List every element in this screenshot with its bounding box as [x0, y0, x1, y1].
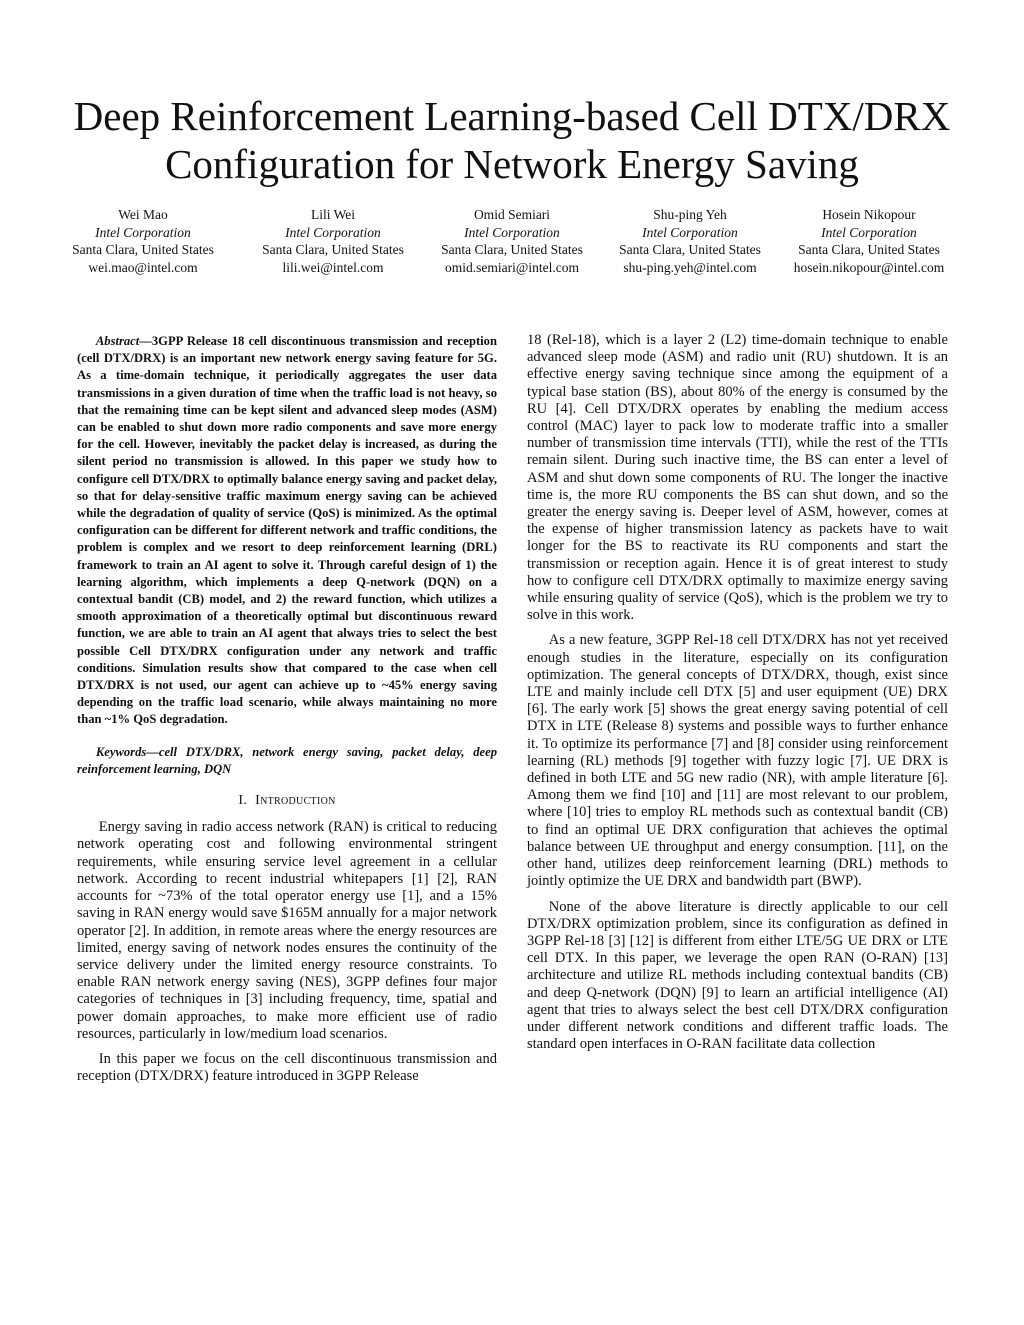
- author-affiliation: Intel Corporation: [464, 224, 560, 240]
- keywords: Keywords—cell DTX/DRX, network energy saving, packet delay, deep reinforcement learning, DQN: [77, 744, 497, 776]
- author-name: Shu-ping Yeh: [653, 207, 727, 222]
- author-block: [779, 206, 959, 276]
- body-paragraph: In this paper we focus on the cell discontinuous transmission and reception (DTX/DRX) feature introduced in 3GPP Release: [77, 1050, 497, 1085]
- left-column: [77, 333, 497, 1085]
- section-number: I.: [238, 793, 248, 809]
- author-affiliation: Intel Corporation: [821, 224, 917, 240]
- author-block: [243, 206, 423, 276]
- body-paragraph: 18 (Rel-18), which is a layer 2 (L2) time-domain technique to enable advanced sleep mode (ASM) and radio unit (RU) shutdown. It is an effective energy saving technique since among the equipment of a typical base station (BS), about 80% of the energy is consumed by the RU [4]. Cell DTX/DRX operates by enabling the medium access control (MAC) layer to pack low to moderate traffic into a smaller number of transmission time intervals (TTI), while the rest of the TTIs remain silent. During such inactive time, the BS can enter a level of ASM and shut down some components of RU. The longer the inactive time is, the more RU components the BS can shut down, and so the greater the energy saving is. Deeper level of ASM, however, comes at the expense of higher transmission latency as packets have to wait longer for the BS to reactivate its RU components and start the transmission or reception again. Hence it is of great interest to study how to configure cell DTX/DRX optimally to maximize energy saving while ensuring quality of service (QoS), which is the problem we try to solve in this work.: [527, 332, 948, 624]
- author-email: shu-ping.yeh@intel.com: [623, 259, 757, 275]
- author-block: [422, 206, 602, 276]
- author-affiliation: Intel Corporation: [285, 224, 381, 240]
- author-email: wei.mao@intel.com: [88, 259, 198, 275]
- author-name: Omid Semiari: [473, 207, 551, 222]
- paper-title: [40, 92, 984, 188]
- author-location: Santa Clara, United States: [798, 242, 940, 257]
- author-block: [600, 206, 780, 276]
- section-heading: [77, 792, 497, 809]
- author-location: Santa Clara, United States: [441, 242, 583, 257]
- author-location: Santa Clara, United States: [72, 242, 214, 257]
- right-column: [527, 332, 948, 1053]
- paper-title-line-2: Configuration for Network Energy Saving: [165, 141, 859, 187]
- author-name: Wei Mao: [118, 207, 168, 222]
- paper-title-line-1: Deep Reinforcement Learning-based Cell DTX/DRX: [73, 93, 951, 139]
- abstract-body: 3GPP Release 18 cell discontinuous transmission and reception (cell DTX/DRX) is an important new network energy saving feature for 5G. As a time-domain technique, it periodically aggregates the user data transmissions in a given duration of time when the traffic load is not heavy, so that the remaining time can be kept silent and advanced sleep modes (ASM) can be enabled to shut down more radio components and save more energy for the cell. However, inevitably the packet delay is increased, as during the silent period no transmission is allowed. In this paper we study how to configure cell DTX/DRX to optimally balance energy saving and packet delay, so that for delay-sensitive traffic maximum energy saving can be achieved while the degradation of quality of service (QoS) is minimized. As the optimal configuration can be different for different network and traffic conditions, the problem is complex and we resort to deep reinforcement learning (DRL) framework to train an AI agent to solve it. Through careful design of 1) the learning algorithm, which implements a deep Q-network (DQN) on a contextual bandit (CB) model, and 2) the reward function, which utilizes a smooth approximation of a theoretically optimal but discontinuous reward function, we are able to train an AI agent that always tries to select the best possible Cell DTX/DRX configuration under any network and traffic conditions. Simulation results show that compared to the case when cell DTX/DRX is not used, our agent can achieve up to ~45% energy saving depending on the traffic load scenario, while always maintaining no more than ~1% QoS degradation.: [77, 334, 497, 727]
- author-name: Lili Wei: [310, 207, 356, 222]
- abstract: [77, 333, 497, 729]
- author-name: Hosein Nikopour: [822, 207, 916, 222]
- author-email: omid.semiari@intel.com: [445, 259, 579, 275]
- author-block: [53, 206, 233, 276]
- author-location: Santa Clara, United States: [619, 242, 761, 257]
- author-email: hosein.nikopour@intel.com: [793, 259, 945, 275]
- body-paragraph: As a new feature, 3GPP Rel-18 cell DTX/DRX has not yet received enough studies in the literature, especially on its configuration optimization. The general concepts of DTX/DRX, though, exist since LTE and mainly include cell DTX [5] and user equipment (UE) DRX [6]. The early work [5] shows the great energy saving potential of cell DTX in LTE (Release 8) systems and possible ways to further enhance it. To optimize its performance [7] and [8] consider using reinforcement learning (RL) methods [9] together with fuzzy logic [7]. UE DRX is defined in both LTE and 5G new radio (NR), with ample literature [6]. Among them we find [10] and [11] are most relevant to our problem, where [10] tries to employ RL methods such as contextual bandit (CB) to find an optimal UE DRX configuration that achieves the optimal balance between UE throughput and energy consumption. [11], on the other hand, utilizes deep reinforcement learning (DRL) methods to jointly optimize the UE DRX and bandwidth part (BWP).: [527, 632, 948, 890]
- section-title: Introduction: [255, 793, 336, 809]
- author-affiliation: Intel Corporation: [642, 224, 738, 240]
- body-paragraph: Energy saving in radio access network (RAN) is critical to reducing network operating cost and following environmental stringent requirements, while ensuring service level agreement in a cellular network. According to recent industrial whitepapers [1] [2], RAN accounts for ~73% of the total operator energy use [1], and a 15% saving in RAN energy would save $165M annually for a major network operator [2]. In addition, in remote areas where the energy resources are limited, energy saving of network nodes ensures the continuity of the service delivery under the limited energy resource constraints. To enable RAN network energy saving (NES), 3GPP defines four major categories of techniques in [3] including frequency, time, spatial and power domain approaches, to make more efficient use of radio resources, particularly in low/medium load scenarios.: [77, 819, 497, 1042]
- body-paragraph: None of the above literature is directly applicable to our cell DTX/DRX optimization problem, since its configuration as defined in 3GPP Rel-18 [3] [12] is different from either LTE/5G UE DRX or LTE cell DTX. In this paper, we leverage the open RAN (O-RAN) [13] architecture and utilize RL methods including contextual bandits (CB) and deep Q-network (DQN) [9] to learn an artificial intelligence (AI) agent that tries to always select the best cell DTX/DRX configuration under different network conditions and different traffic loads. The standard open interfaces in O-RAN facilitate data collection: [527, 898, 948, 1053]
- author-location: Santa Clara, United States: [262, 242, 404, 257]
- author-email: lili.wei@intel.com: [282, 259, 384, 275]
- abstract-lead: Abstract—: [95, 334, 152, 348]
- author-affiliation: Intel Corporation: [95, 224, 191, 240]
